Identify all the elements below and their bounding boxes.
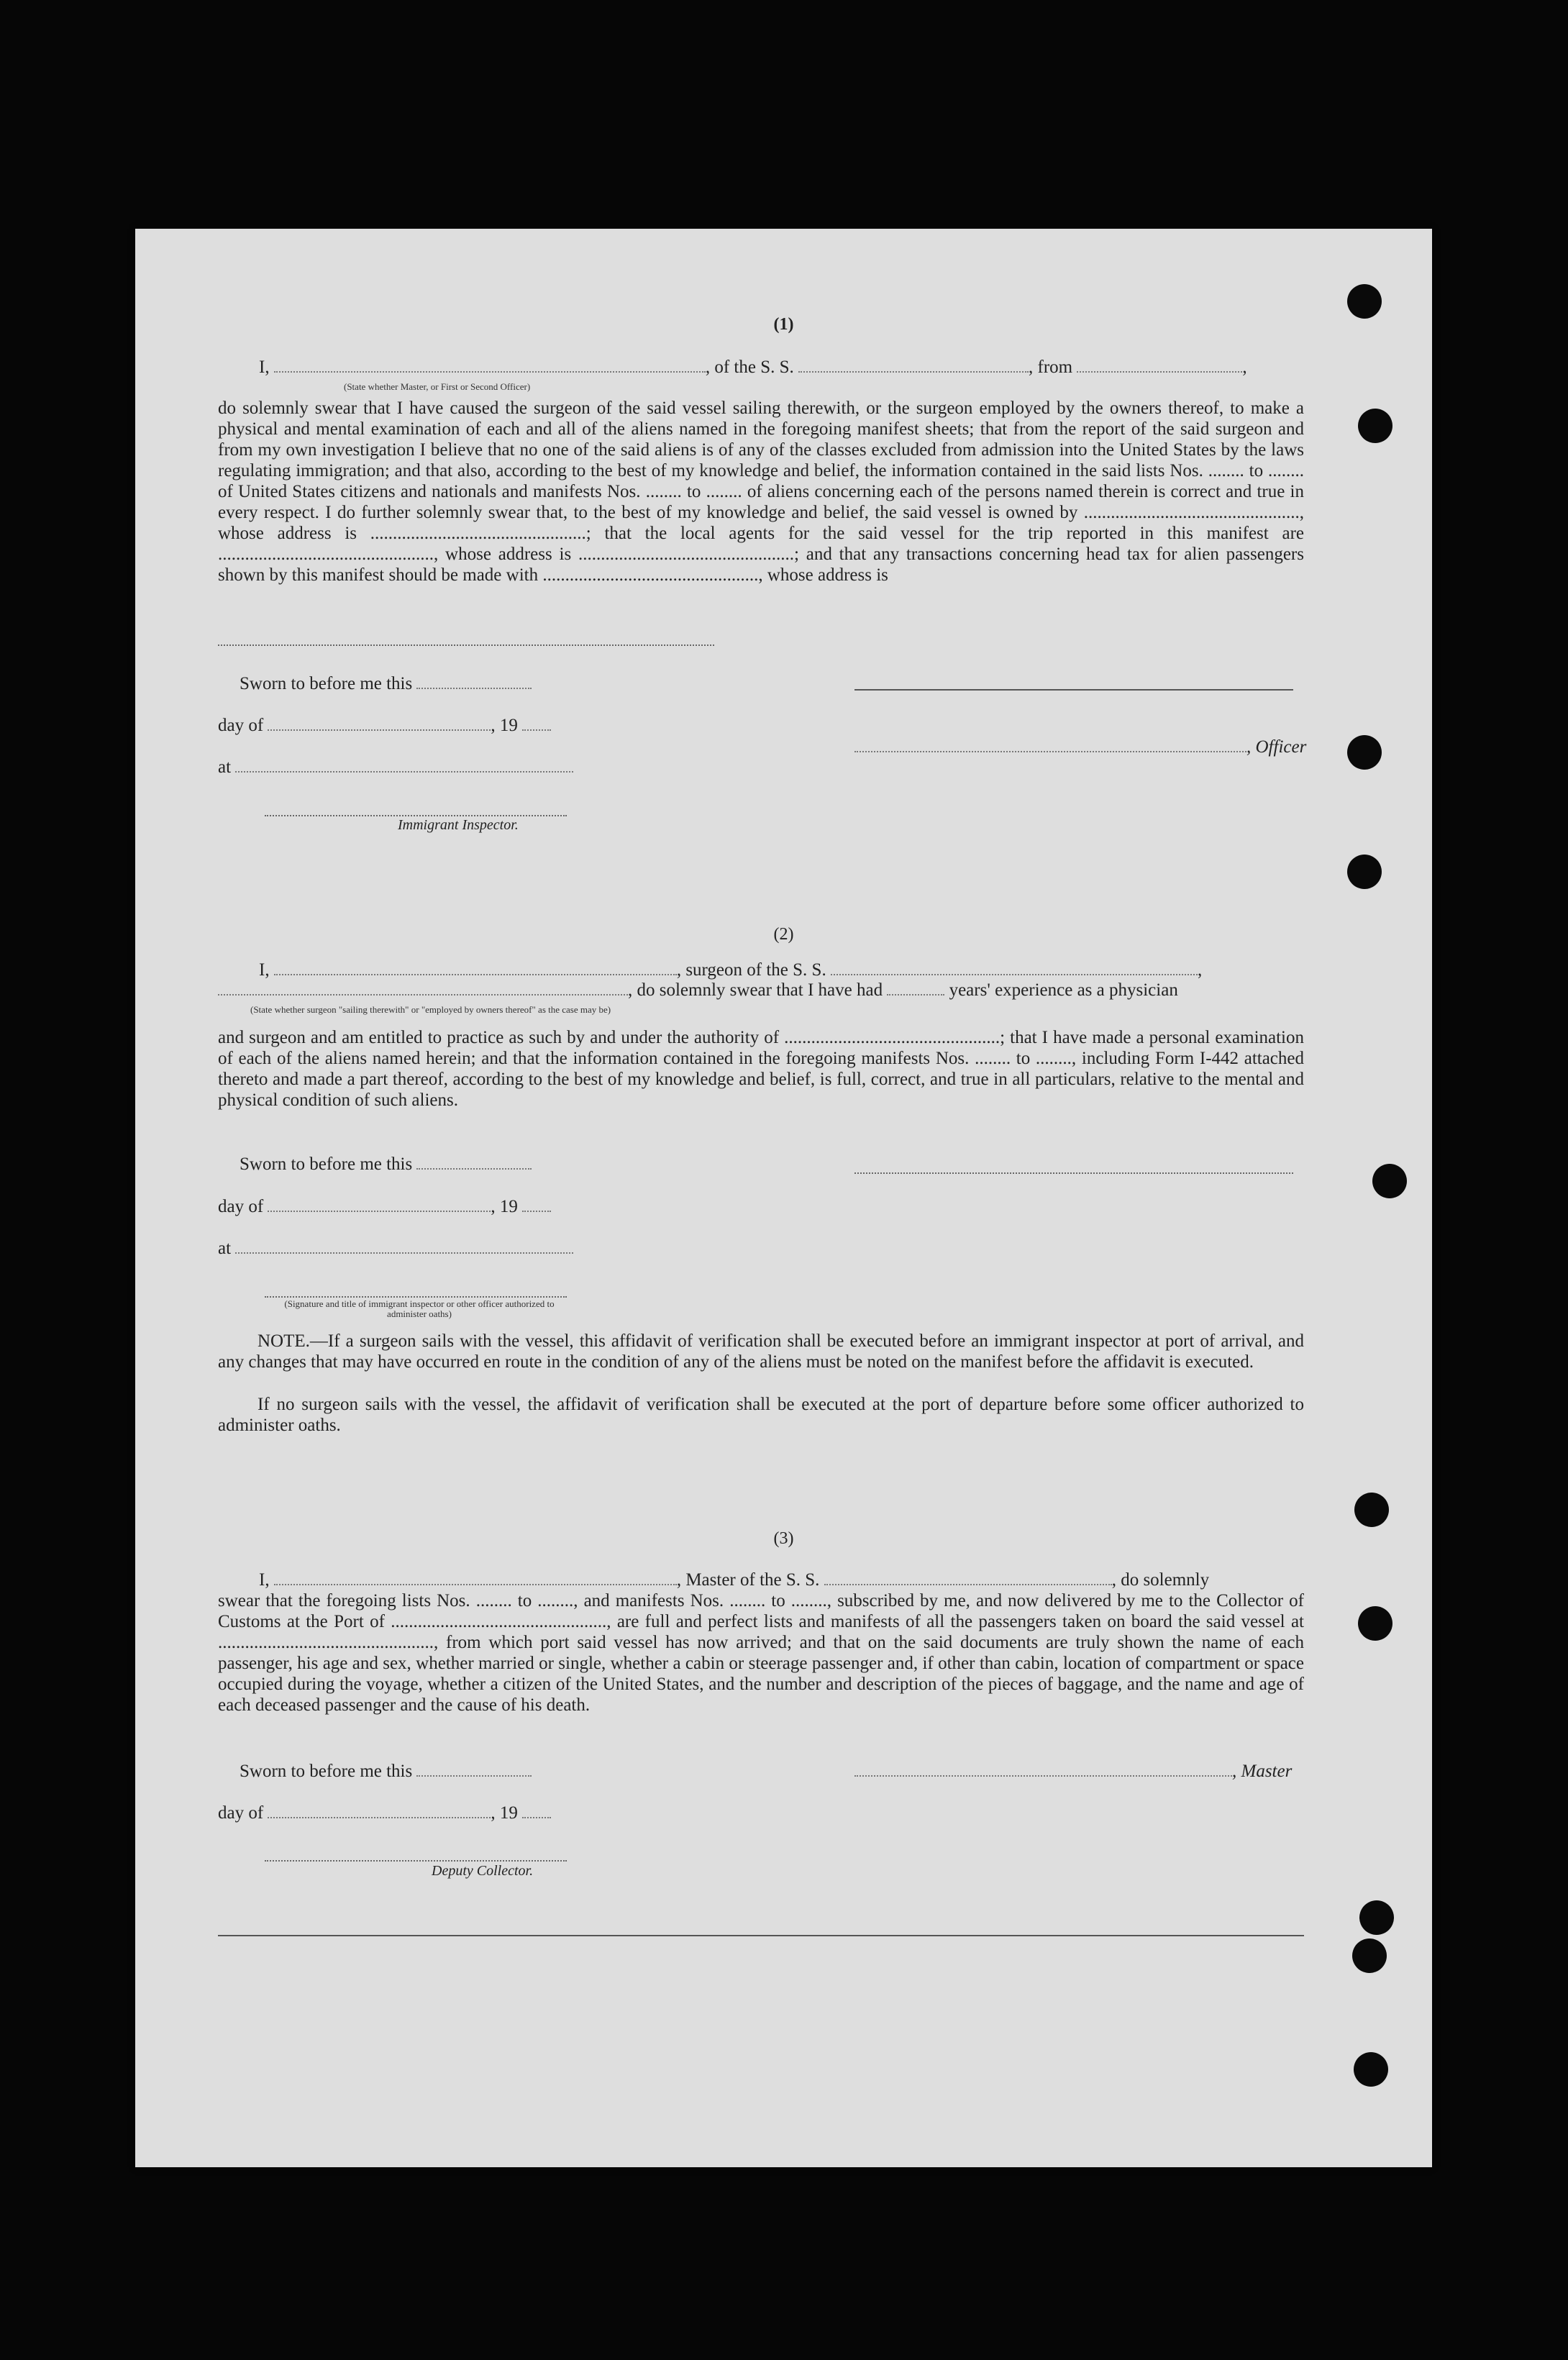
s1-day-line <box>218 715 551 736</box>
section-3-number: (3) <box>773 1529 794 1548</box>
s3-name-field <box>274 1569 677 1585</box>
s2-header-line: I, , surgeon of the S. S. , <box>259 960 1203 980</box>
section-1-number: (1) <box>773 315 794 334</box>
s3-header-line <box>259 1569 1209 1590</box>
section-2-number: (2) <box>773 925 794 944</box>
s2-at-field <box>235 1238 573 1254</box>
bottom-rule <box>218 1935 1304 1936</box>
s2-sworn-field <box>416 1154 532 1170</box>
s1-sworn-line <box>240 673 532 694</box>
s3-vessel-field <box>824 1569 1112 1585</box>
s2-day-label: day of <box>218 1197 264 1216</box>
s2-day-line <box>218 1196 551 1217</box>
binder-hole <box>1354 2052 1388 2087</box>
s3-master-label: , Master of the S. S. <box>676 1570 820 1590</box>
s2-sailing-field <box>218 980 628 996</box>
binder-hole <box>1347 855 1382 889</box>
s2-surgeon-label: , surgeon of the S. S. <box>676 960 826 980</box>
binder-hole <box>1352 1938 1387 1973</box>
s3-solemnly-label: , do solemnly <box>1111 1570 1210 1590</box>
s3-deputy-rule <box>265 1860 567 1862</box>
binder-hole <box>1347 735 1382 770</box>
s1-officer-label: , Officer <box>1246 737 1307 757</box>
s3-day-line <box>218 1803 551 1823</box>
s1-ss-label: , of the S. S. <box>705 357 794 377</box>
s2-note-2: If no surgeon sails with the vessel, the affidavit of verification shall be executed at the port of departure before some officer authorized to administer oaths. <box>218 1395 1304 1435</box>
section-2-body: and surgeon and am entitled to practice as such by and under the authority of ................................................; that I have made a personal examination of each of the aliens named herein; and that the information contained in the foregoing manifests Nos. ........ to ........, including Form I-442 attached thereto and made a part thereof, according to the best of my knowledge and belief, is full, correct, and true in all particulars, relative to the mental and physical condition of such aliens. <box>218 1028 1304 1110</box>
s1-sworn-field <box>416 673 532 689</box>
s2-sworn-label: Sworn to before me this <box>240 1154 413 1174</box>
s1-at-field <box>235 757 573 773</box>
s2-name-field <box>274 960 677 975</box>
section-1-header-line: I, , of the S. S. , from , <box>259 357 1247 377</box>
s1-officer-line <box>854 737 1306 757</box>
s1-vessel-field <box>798 357 1029 373</box>
s3-master-sign-label: , Master <box>1232 1762 1293 1781</box>
s1-officer-field <box>274 357 706 373</box>
s2-signature-line <box>854 1172 1293 1174</box>
s2-day-field <box>268 1196 491 1212</box>
s2-note-1: NOTE.—If a surgeon sails with the vessel, this affidavit of verification shall be executed before an immigrant inspector at port of arrival, and any changes that may have occurred en route in the condition of any of the aliens must be noted on the manifest before the affidavit is executed. <box>218 1331 1304 1372</box>
s2-caption-signature: (Signature and title of immigrant inspector or other officer authorized to administer oaths) <box>284 1298 555 1319</box>
s1-at-label: at <box>218 757 232 777</box>
s1-address-rule <box>218 644 714 646</box>
binder-hole <box>1372 1164 1407 1198</box>
s2-vessel-field <box>831 960 1198 975</box>
s1-day-field <box>268 715 491 731</box>
s3-sworn-field <box>416 1761 532 1777</box>
s2-i-label: I, <box>259 960 270 980</box>
s2-at-line <box>218 1238 573 1259</box>
s1-year-field <box>522 715 551 731</box>
s1-caption-master: (State whether Master, or First or Second Officer) <box>344 381 531 392</box>
binder-hole <box>1347 284 1382 319</box>
s1-inspector-label: Immigrant Inspector. <box>398 817 519 833</box>
s1-inspector-rule <box>265 815 567 816</box>
s2-caption-surgeon: (State whether surgeon "sailing therewith" or "employed by owners thereof" as the case may be) <box>250 1004 611 1015</box>
s1-from-label: , from <box>1029 357 1073 377</box>
s2-year-label: , 19 <box>491 1197 518 1216</box>
s1-officer-sign-field <box>854 737 1246 752</box>
s3-deputy-label: Deputy Collector. <box>432 1863 534 1879</box>
s3-year-field <box>522 1803 551 1818</box>
binder-hole <box>1354 1493 1389 1527</box>
s3-day-label: day of <box>218 1803 264 1823</box>
s3-master-sign-field <box>854 1761 1232 1777</box>
s1-year-label: , 19 <box>491 716 518 735</box>
s3-i-label: I, <box>259 1570 270 1590</box>
binder-hole <box>1358 409 1392 443</box>
manifest-back-page <box>135 229 1432 2167</box>
s1-sworn-label: Sworn to before me this <box>240 674 413 693</box>
s3-sworn-line <box>240 1761 532 1782</box>
s1-port-field <box>1077 357 1242 373</box>
s2-years-field <box>887 980 944 996</box>
s1-i-label: I, <box>259 357 270 377</box>
s2-swear-line <box>218 980 1178 1001</box>
s2-year-field <box>522 1196 551 1212</box>
s3-day-field <box>268 1803 491 1818</box>
s1-signature-line <box>854 689 1293 691</box>
binder-hole <box>1358 1606 1392 1641</box>
s2-sworn-line <box>240 1154 532 1175</box>
s3-year-label: , 19 <box>491 1803 518 1823</box>
s1-day-label: day of <box>218 716 264 735</box>
section-3-body: swear that the foregoing lists Nos. ........ to ........, and manifests Nos. ........ to ........, subscribed by me, and now delivered by me to the Collector of Customs at the Port of ................................................, are full and perfect lists and manifests of all the passengers taken on board the said vessel at ................................................, from which port said vessel has now arrived; and that on the said documents are truly shown the name of each passenger, his age and sex, whether married or single, whether a cabin or steerage passenger and, if other than cabin, location of compartment or space occupied during the voyage, whether a citizen of the United States, and the number and description of the pieces of baggage, and the name and age of each deceased passenger and the cause of his death. <box>218 1591 1304 1715</box>
s3-master-line <box>854 1761 1292 1782</box>
s1-at-line <box>218 757 573 778</box>
s2-at-label: at <box>218 1239 232 1258</box>
binder-hole <box>1359 1900 1394 1935</box>
s2-years-label: years' experience as a physician <box>949 980 1178 1000</box>
s2-inspector-rule <box>265 1296 567 1298</box>
s3-sworn-label: Sworn to before me this <box>240 1762 413 1781</box>
section-1-body: do solemnly swear that I have caused the surgeon of the said vessel sailing therewith, or the surgeon employed by the owners thereof, to make a physical and mental examination of each and all of the aliens named in the foregoing manifest sheets; that from the report of the said surgeon and from my own investigation I believe that no one of the said aliens is of any of the classes excluded from admission into the United States by the laws regulating immigration; and that also, according to the best of my knowledge and belief, the information contained in the said lists Nos. ........ to ........ of United States citizens and nationals and manifests Nos. ........ to ........ of aliens concerning each of the persons named therein is correct and true in every respect. I do further solemnly swear that, to the best of my knowledge and belief, the said vessel is owned by ................................................, whose address is ................................................; that the local agents for the said vessel for the trip reported in this manifest are ................................................, whose address is ................................................; and that any transactions concerning head tax for alien passengers shown by this manifest should be made with ................................................, whose address is <box>218 398 1304 585</box>
s2-swear-label: , do solemnly swear that I have had <box>628 980 883 1000</box>
